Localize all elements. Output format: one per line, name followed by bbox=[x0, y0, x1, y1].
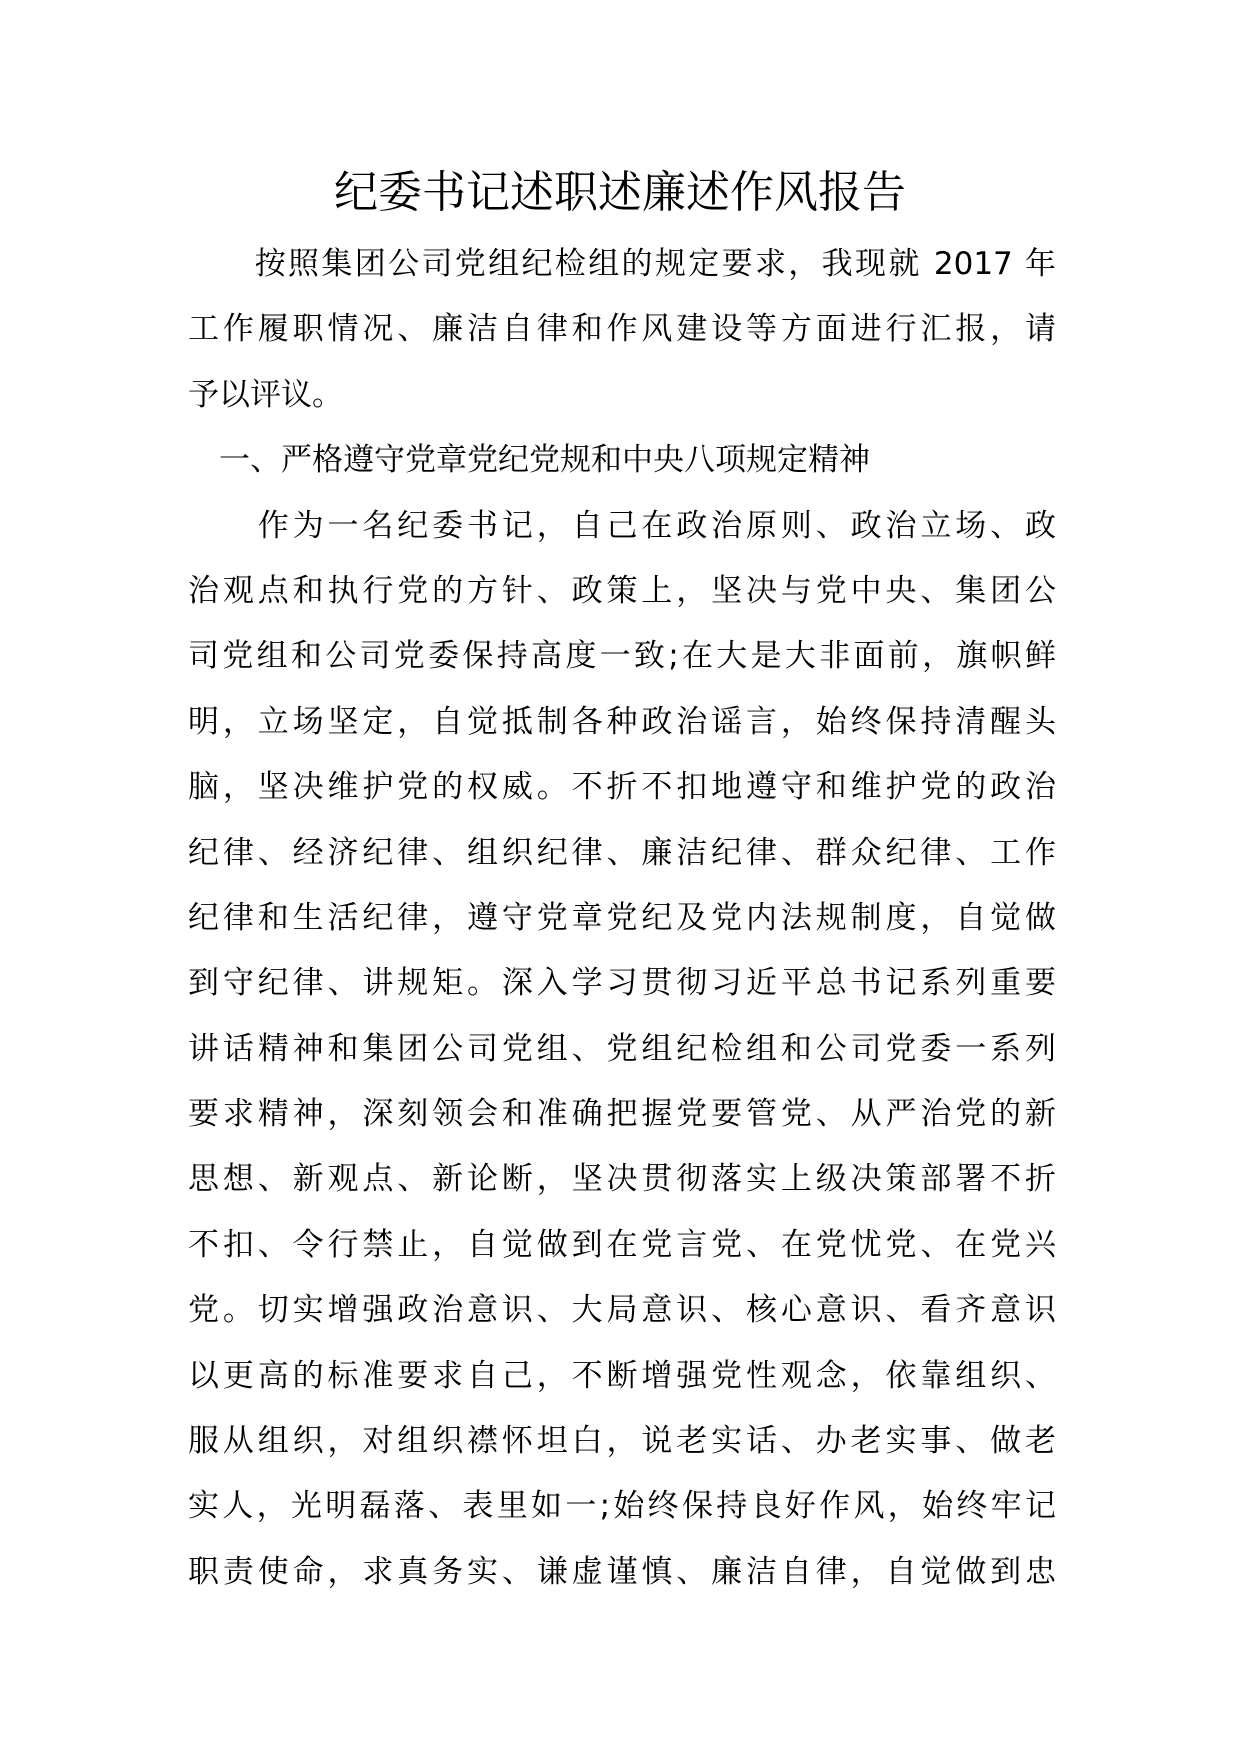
body-line: 予以评议。 bbox=[188, 376, 343, 413]
body-line: 治观点和执行党的方针、政策上，坚决与党中央、集团公 bbox=[188, 572, 1056, 609]
body-line: 明，立场坚定，自觉抵制各种政治谣言，始终保持清醒头 bbox=[188, 703, 1056, 740]
body-line: 以更高的标准要求自己，不断增强党性观念，依靠组织、 bbox=[188, 1357, 1056, 1394]
body-line: 一、严格遵守党章党纪党规和中央八项规定精神 bbox=[188, 442, 870, 479]
document-title: 纪委书记述职述廉述作风报告 bbox=[334, 167, 906, 218]
body-line: 作为一名纪委书记，自己在政治原则、政治立场、政 bbox=[188, 507, 1056, 544]
body-line: 职责使命，求真务实、谦虚谨慎、廉洁自律，自觉做到忠 bbox=[188, 1553, 1056, 1590]
body-line: 党。切实增强政治意识、大局意识、核心意识、看齐意识 bbox=[188, 1292, 1056, 1329]
body-line: 服从组织，对组织襟怀坦白，说老实话、办老实事、做老 bbox=[188, 1423, 1056, 1460]
body-line: 实人，光明磊落、表里如一;始终保持良好作风，始终牢记 bbox=[188, 1488, 1056, 1525]
body-line: 按照集团公司党组纪检组的规定要求，我现就 2017 年 bbox=[188, 246, 1056, 282]
body-line: 讲话精神和集团公司党组、党组纪检组和公司党委一系列 bbox=[188, 1030, 1056, 1067]
document-body bbox=[188, 232, 1056, 1605]
body-line: 纪律、经济纪律、组织纪律、廉洁纪律、群众纪律、工作 bbox=[188, 834, 1056, 871]
body-line: 思想、新观点、新论断，坚决贯彻落实上级决策部署不折 bbox=[188, 1161, 1056, 1198]
body-line: 纪律和生活纪律，遵守党章党纪及党内法规制度，自觉做 bbox=[188, 899, 1056, 936]
body-line: 脑，坚决维护党的权威。不折不扣地遵守和维护党的政治 bbox=[188, 769, 1056, 806]
body-line: 要求精神，深刻领会和准确把握党要管党、从严治党的新 bbox=[188, 1096, 1056, 1133]
body-line: 到守纪律、讲规矩。深入学习贯彻习近平总书记系列重要 bbox=[188, 965, 1056, 1002]
body-line: 司党组和公司党委保持高度一致;在大是大非面前，旗帜鲜 bbox=[188, 638, 1056, 675]
body-line: 工作履职情况、廉洁自律和作风建设等方面进行汇报，请 bbox=[188, 311, 1056, 348]
body-line: 不扣、令行禁止，自觉做到在党言党、在党忧党、在党兴 bbox=[188, 1226, 1056, 1263]
